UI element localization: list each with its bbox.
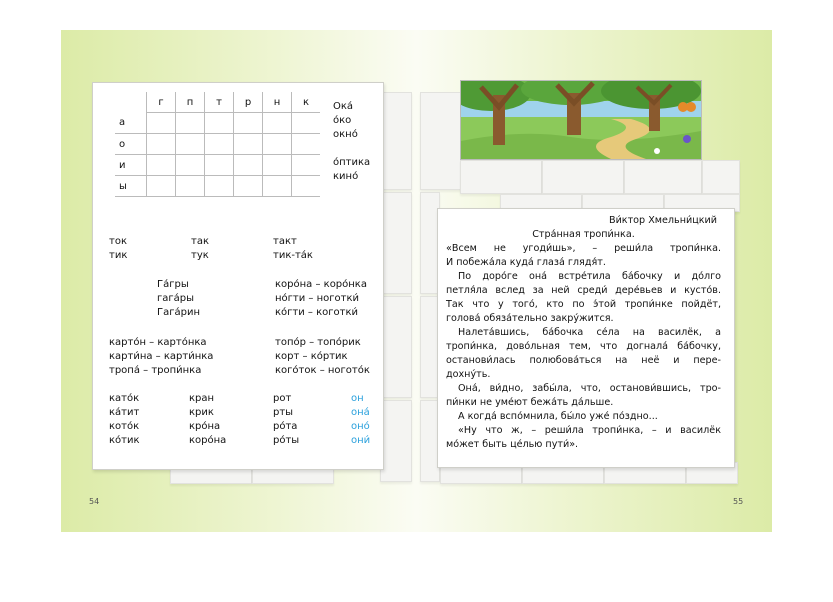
grid-cell [234,113,263,134]
grid-cell [205,155,234,176]
story-card [437,208,735,468]
b3-r0-b: топо́р – топо́рик [275,337,361,348]
syllable-grid [115,92,320,197]
grid-row-label: ы [115,176,147,197]
story-line: А когда́ вспо́мнила, бы́ло уже́ по́здно... [458,411,658,422]
story-line: «Ну что ж, – реши́ла тропи́нка, – и василёк [458,425,721,436]
grid-cell [263,176,292,197]
grid-cell [205,113,234,134]
b4-r3-c3: они́ [351,435,371,446]
grid-header-cell: н [263,92,292,113]
grid-cell [263,134,292,155]
b4-r0-c1: кран [189,393,215,404]
b4-r1-c3: она́ [351,407,370,418]
b2-r0-b: коро́на – коро́нка [275,279,367,290]
b4-r0-c3: он [351,393,364,404]
b4-r1-c1: крик [189,407,214,418]
b2-r1-b: но́гти – ноготки́ [275,293,359,304]
b4-r3-c1: коро́на [189,435,227,446]
b1-r1-c0: тик [109,250,128,261]
b1-r0-c2: такт [273,236,297,247]
b2-r1-a: гага́ры [157,293,195,304]
b3-r1-a: карти́на – карти́нка [109,351,214,362]
b3-r1-b: корт – ко́ртик [275,351,348,362]
grid-header-cell: т [205,92,234,113]
b1-r0-c0: ток [109,236,127,247]
grid-cell [292,113,321,134]
grid-cell [263,113,292,134]
forest-path-illustration [460,80,702,160]
word-optika: о́птика [333,157,371,168]
grid-cell [292,155,321,176]
story-line: Так что у того́, кто по э́той тропи́нке пойдёт, [446,299,721,310]
grid-cell [176,134,205,155]
b1-r1-c1: тук [191,250,209,261]
b2-r2-a: Гага́рин [157,307,200,318]
story-line: голова́ обяза́тельно закру́жится. [446,313,614,324]
b4-r3-c2: ро́ты [273,435,300,446]
story-line: тропи́нка, дово́льная тем, что догнала́ ба́бочку, [446,341,721,352]
b1-r1-c2: тик-та́к [273,250,313,261]
story-line: дохну́ть. [446,369,491,380]
b4-r1-c0: ка́тит [109,407,140,418]
grid-cell [234,176,263,197]
grid-cell [147,176,176,197]
story-line: петля́ла вслед за ней среди́ дере́вьев и кусто́в. [446,285,721,296]
grid-header-cell: р [234,92,263,113]
grid-cell [176,176,205,197]
b3-r2-b: кого́ток – ногото́к [275,365,370,376]
word-kino: кино́ [333,171,359,182]
page-number-right: 55 [733,497,744,506]
b4-r1-c2: рты [273,407,294,418]
b4-r2-c0: кото́к [109,421,140,432]
b4-r2-c2: ро́та [273,421,298,432]
story-lines [446,242,721,452]
story-line: Налета́вшись, ба́бочка се́ла на василёк, а [458,327,721,338]
grid-row-label: а [115,113,147,134]
grid-cell [234,134,263,155]
story-line: останови́лась полюбова́ться на неё и пере- [446,355,721,366]
word-oka: Ока́ [333,101,354,112]
grid-cell [263,155,292,176]
grid-cell [147,134,176,155]
b3-r0-a: карто́н – карто́нка [109,337,207,348]
grid-cell [292,134,321,155]
b4-r2-c1: кро́на [189,421,221,432]
grid-cell [205,134,234,155]
grid-cell [205,176,234,197]
left-exercise-card [92,82,384,470]
page-number-left: 54 [89,497,100,506]
story-line: И побежа́ла куда́ глаза́ глядя́т. [446,257,606,268]
grid-cell [147,155,176,176]
grid-cell [234,155,263,176]
story-line: мо́жет быть це́лью пути́». [446,439,579,450]
grid-cell [147,113,176,134]
grid-header-cell: к [292,92,321,113]
b4-r0-c0: като́к [109,393,140,404]
b3-r2-a: тропа́ – тропи́нка [109,365,202,376]
grid-cell [292,176,321,197]
word-okno: окно́ [333,129,358,140]
b4-r3-c0: ко́тик [109,435,140,446]
grid-cell [176,155,205,176]
grid-cell [176,113,205,134]
story-author: Ви́ктор Хмельни́цкий [608,215,717,226]
story-line: пи́нки не уме́ют бежа́ть да́льше. [446,397,614,408]
word-oko: о́ко [333,115,352,126]
grid-header-cell: п [176,92,205,113]
b2-r2-b: ко́гти – коготки́ [275,307,358,318]
story-line: По доро́ге она́ встре́тила ба́бочку и до́лго [458,271,721,282]
grid-header-cell: г [147,92,176,113]
story-line: «Всем не угоди́шь», – реши́ла тропи́нка. [446,243,721,254]
b1-r0-c1: так [191,236,209,247]
story-text [446,214,721,452]
b4-r2-c3: оно́ [351,421,370,432]
b2-r0-a: Га́гры [157,279,189,290]
story-title: Стра́нная тропи́нка. [532,229,635,240]
story-line: Она́, ви́дно, забы́ла, что, останови́вшись, тро- [458,383,721,394]
grid-row-label: о [115,134,147,155]
b4-r0-c2: рот [273,393,292,404]
grid-row-label: и [115,155,147,176]
